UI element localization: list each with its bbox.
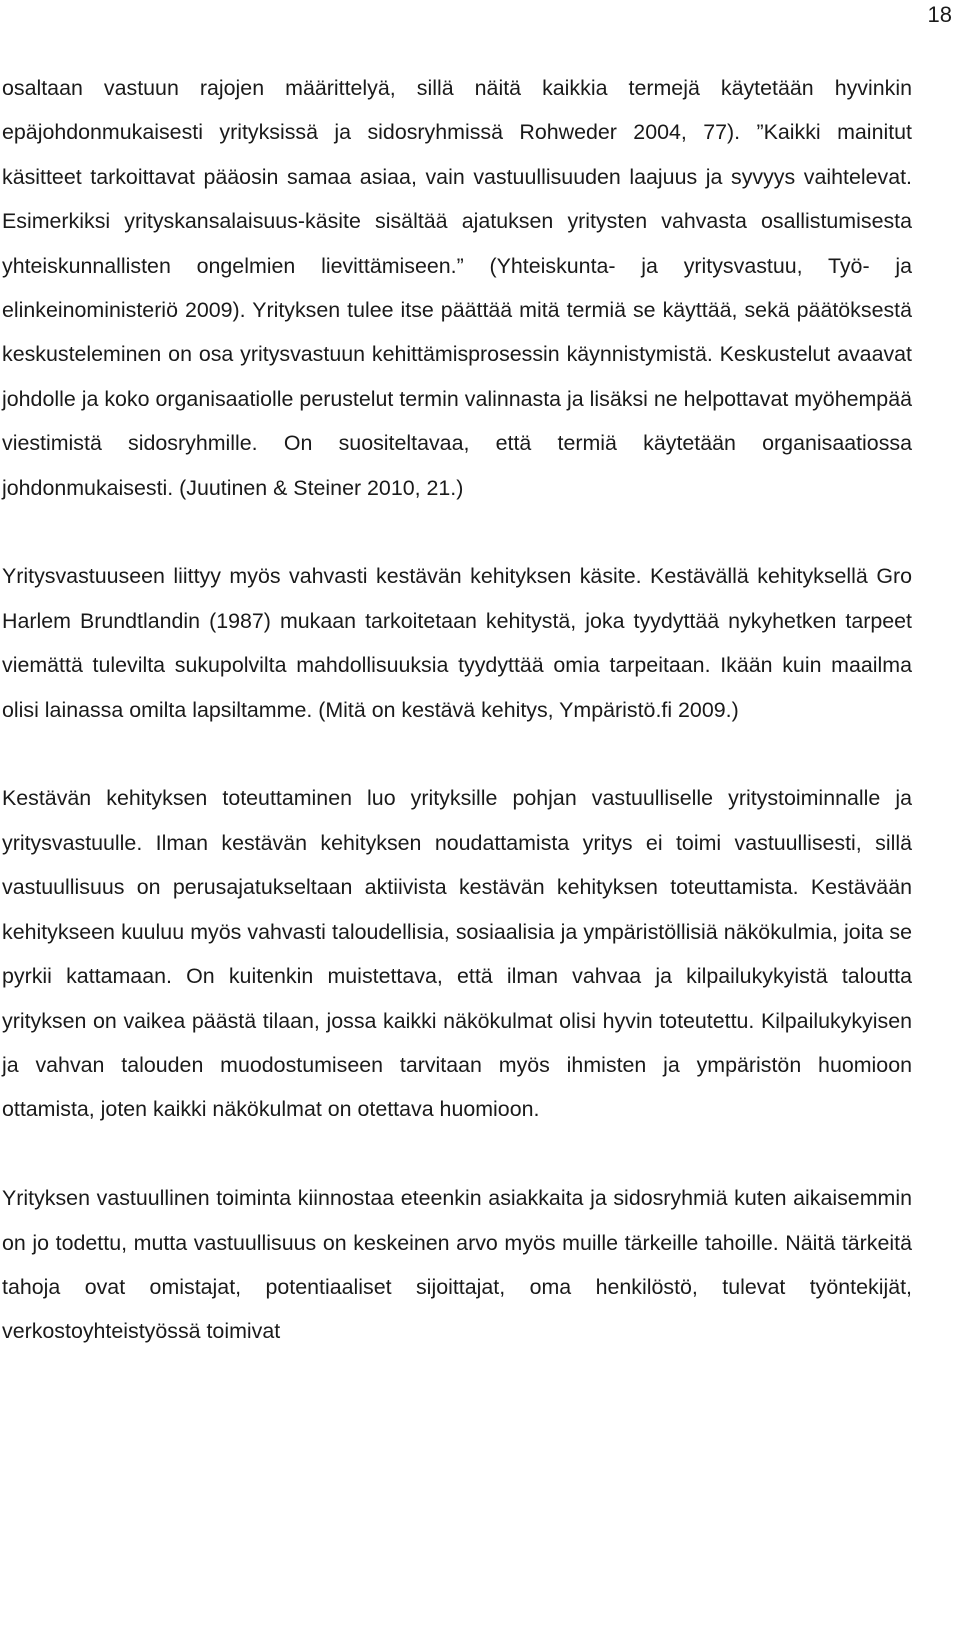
page-number: 18 (927, 2, 952, 27)
paragraph-stakeholders: Yrityksen vastuullinen toiminta kiinnostaa eteenkin asiakkaita ja sidosryhmiä kuten aikaisemmin on jo todettu, mutta vastuullisuus on keskeinen arvo myös muille tärkeille tahoille. Näitä tärkeitä tahoja ovat omistajat, potentiaaliset sijoittajat, oma henkilöstö, tulevat työntekijät, verkostoyhteistyössä toimivat (2, 1186, 912, 1344)
paragraph-implementing-sustainability: Kestävän kehityksen toteuttaminen luo yrityksille pohjan vastuulliselle yritystoiminnalle ja yritysvastuulle. Ilman kestävän kehityksen noudattamista yritys ei toimi vastuullisesti, sillä vastuullisuus on perusajatukseltaan aktiivista kestävän kehityksen toteuttamista. Kestävään kehitykseen kuuluu myös vahvasti taloudellisia, sosiaalisia ja ympäristöllisiä näkökulmia, joita se pyrkii kattamaan. On kuitenkin muistettava, että ilman vahvaa ja kilpailukykyistä taloutta yrityksen on vaikea päästä tilaan, jossa kaikki näkökulmat olisi hyvin toteutettu. Kilpailukykyisen ja vahvan talouden muodostumiseen tarvitaan myös ihmisten ja ympäristön huomioon ottamista, joten kaikki näkökulmat on otettava huomioon. (2, 786, 912, 1122)
document-body (2, 66, 912, 1354)
paragraph-sustainable-development: Yritysvastuuseen liittyy myös vahvasti kestävän kehityksen käsite. Kestävällä kehityksellä Gro Harlem Brundtlandin (1987) mukaan tarkoitetaan kehitystä, joka tyydyttää nykyhetken tarpeet viemättä tulevilta sukupolvilta mahdollisuuksia tyydyttää omia tarpeitaan. Ikään kuin maailma olisi lainassa omilta lapsiltamme. (Mitä on kestävä kehitys, Ympäristö.fi 2009.) (2, 564, 912, 722)
paragraph-responsibility-terms: osaltaan vastuun rajojen määrittelyä, sillä näitä kaikkia termejä käytetään hyvinkin epäjohdonmukaisesti yrityksissä ja sidosryhmissä Rohweder 2004, 77). ”Kaikki mainitut käsitteet tarkoittavat pääosin samaa asiaa, vain vastuullisuuden laajuus ja syvyys vaihtelevat. Esimerkiksi yrityskansalaisuus-käsite sisältää ajatuksen yritysten vahvasta osallistumisesta yhteiskunnallisten ongelmien lievittämiseen.” (Yhteiskunta- ja yritysvastuu, Työ- ja elinkeinoministeriö 2009). Yrityksen tulee itse päättää mitä termiä se käyttää, sekä päätöksestä keskusteleminen on osa yritysvastuun kehittämisprosessin käynnistymistä. Keskustelut avaavat johdolle ja koko organisaatiolle perustelut termin valinnasta ja lisäksi ne helpottavat myöhempää viestimistä sidosryhmille. On suositeltavaa, että termiä käytetään organisaatiossa johdonmukaisesti. (Juutinen & Steiner 2010, 21.) (2, 76, 912, 500)
